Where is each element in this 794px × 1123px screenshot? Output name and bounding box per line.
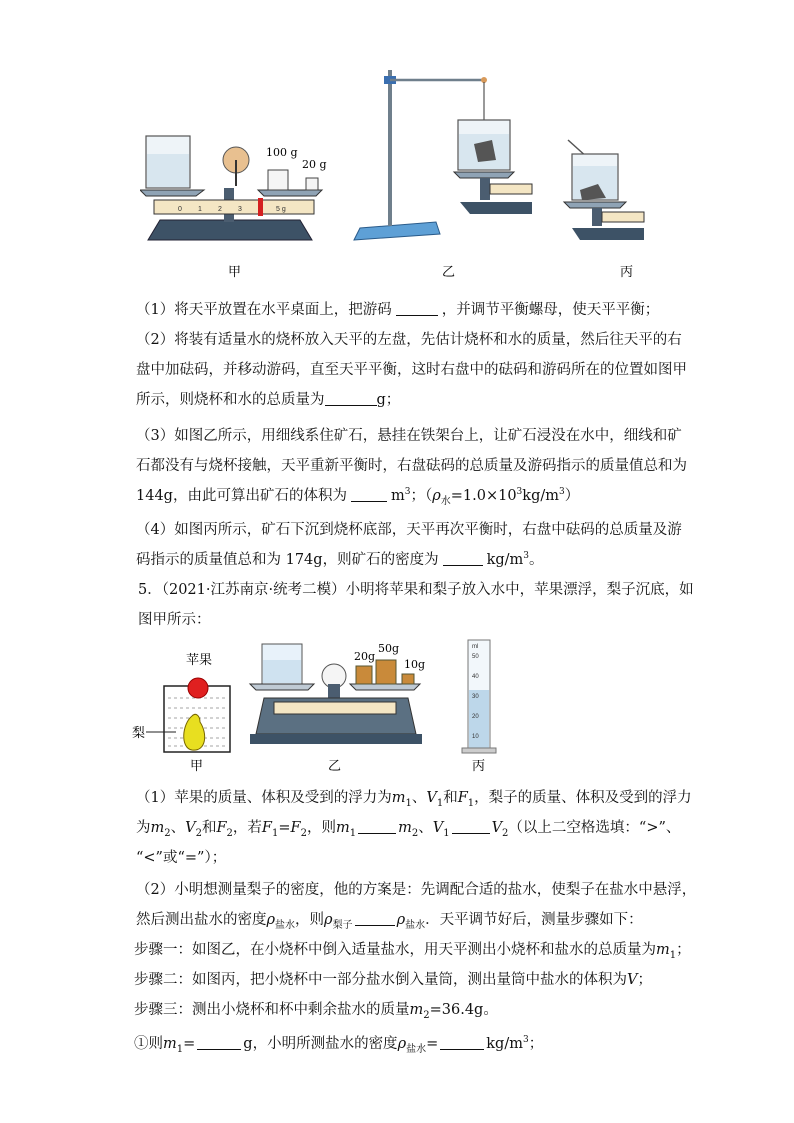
label-bing: 丙 xyxy=(620,265,634,280)
q5-step1: 步骤一：如图乙，在小烧杯中倒入适量盐水，用天平测出小烧杯和盐水的总质量为$m_1$； xyxy=(134,942,691,961)
apple xyxy=(188,678,208,698)
q5-question1: ①则$m_1= g$，小明所测盐水的密度$\rho_{盐水}= kg/m^3$； xyxy=(134,1035,544,1055)
ruler-tick: 2 xyxy=(218,206,222,213)
blank[interactable] xyxy=(396,301,438,316)
label-yi: 乙 xyxy=(328,759,342,774)
cyl-tick: 50 xyxy=(472,654,479,660)
weight-50g-label: 50g xyxy=(378,642,400,655)
q4-part4-b: 码指示的质量值总和为 174g，则矿石的密度为 $kg/m^3$。 xyxy=(136,551,544,568)
container-jia xyxy=(132,653,230,774)
q4-part4-a: （4）如图丙所示，矿石下沉到烧杯底部，天平再次平衡时，右盘中砝码的总质量及游 xyxy=(136,522,682,538)
ruler-tick: 0 xyxy=(178,206,182,213)
weight-20g-label: 20 g xyxy=(302,158,327,171)
blank[interactable] xyxy=(351,487,387,502)
weight-20g-label: 20g xyxy=(354,650,376,663)
blank[interactable] xyxy=(197,1035,241,1050)
q5-sub2-a: （2）小明想测量梨子的密度，他的方案是：先调配合适的盐水，使梨子在盐水中悬浮， xyxy=(136,882,697,898)
blank[interactable] xyxy=(440,1035,484,1050)
pear-label: 梨 xyxy=(132,726,146,741)
cyl-tick: 10 xyxy=(472,734,479,740)
balance-bing xyxy=(564,140,644,240)
q4-part2-c: 所示，则烧杯和水的总质量为 g； xyxy=(136,392,401,408)
cyl-unit: ml xyxy=(472,644,479,650)
blank[interactable] xyxy=(443,551,483,566)
apple-label: 苹果 xyxy=(186,653,213,668)
q5-sub2-b: 然后测出盐水的密度$\rho_{盐水}$，则$\rho_{梨子}$ $\rho_{盐水}$．天平调节好后，测量步骤如下： xyxy=(136,912,643,931)
figure-pear-apple xyxy=(128,636,508,776)
label-bing: 丙 xyxy=(472,759,486,774)
blank[interactable] xyxy=(358,819,396,834)
weight-100g-label: 100 g xyxy=(266,146,298,159)
q5-sub1-c: “<”或“=”）； xyxy=(136,850,227,866)
q5-stem-1: 5．（2021·江苏南京·统考二模）小明将苹果和梨子放入水中，苹果漂浮，梨子沉底，如 xyxy=(138,582,694,598)
q5-stem-2: 图甲所示： xyxy=(138,612,211,628)
q4-part3-c: 144g，由此可算出矿石的体积为 $m^3$；$(\rho_水=1.0\times 10^3kg/m^3)$ xyxy=(136,487,580,507)
q4-part2-b: 盘中加砝码，并移动游码，直至天平平衡，这时右盘中的砝码和游码所在的位置如图甲 xyxy=(136,362,687,378)
ruler-tick: 5 g xyxy=(276,206,286,213)
q5-step2: 步骤二：如图丙，把小烧杯中一部分盐水倒入量筒，测出量筒中盐水的体积为V； xyxy=(134,972,652,988)
blank[interactable] xyxy=(355,911,395,926)
ruler-tick: 3 xyxy=(238,206,242,213)
blank[interactable] xyxy=(325,391,377,406)
q5-sub1-a: （1）苹果的质量、体积及受到的浮力为$m_1$、$V_1$和$F_1$，梨子的质量、体积及受到的浮力 xyxy=(136,790,692,809)
label-jia: 甲 xyxy=(190,759,204,774)
figure-balance-experiment xyxy=(140,62,650,280)
cyl-tick: 20 xyxy=(472,714,479,720)
q4-part2-a: （2）将装有适量水的烧杯放入天平的左盘，先估计烧杯和水的质量，然后往天平的右 xyxy=(136,332,682,348)
ruler-tick: 1 xyxy=(198,206,202,213)
q5-sub1-b: 为$m_2$、$V_2$和$F_2$，若$F_1=F_2$，则$m_1$ $m_2$、$V_1$ $V_2$（以上二空格选填：“>”、 xyxy=(136,820,681,839)
balance-jia xyxy=(140,136,327,240)
label-yi: 乙 xyxy=(442,265,456,280)
cylinder-bing xyxy=(462,640,496,774)
q5-step3: 步骤三：测出小烧杯和杯中剩余盐水的质量$m_2=36.4g$。 xyxy=(134,1002,498,1021)
weight-100g xyxy=(268,170,288,190)
weight-10g xyxy=(402,674,414,684)
balance-yi xyxy=(250,642,425,774)
weight-20g xyxy=(306,178,318,190)
q4-part3-b: 石都没有与烧杯接触，天平重新平衡时，右盘砝码的总质量及游码指示的质量值总和为 xyxy=(136,458,687,474)
label-jia: 甲 xyxy=(228,265,242,280)
weight-50g xyxy=(376,660,396,684)
stand-yi xyxy=(354,70,532,240)
cyl-tick: 40 xyxy=(472,674,479,680)
weight-20g xyxy=(356,666,372,684)
q4-part1: （1）将天平放置在水平桌面上，把游码 ，并调节平衡螺母，使天平平衡； xyxy=(136,302,660,318)
cyl-tick: 30 xyxy=(472,694,479,700)
q4-part3-a: （3）如图乙所示，用细线系住矿石，悬挂在铁架台上，让矿石浸没在水中，细线和矿 xyxy=(136,428,682,444)
weight-10g-label: 10g xyxy=(404,658,426,671)
rider-marker xyxy=(258,198,263,216)
blank[interactable] xyxy=(452,819,490,834)
